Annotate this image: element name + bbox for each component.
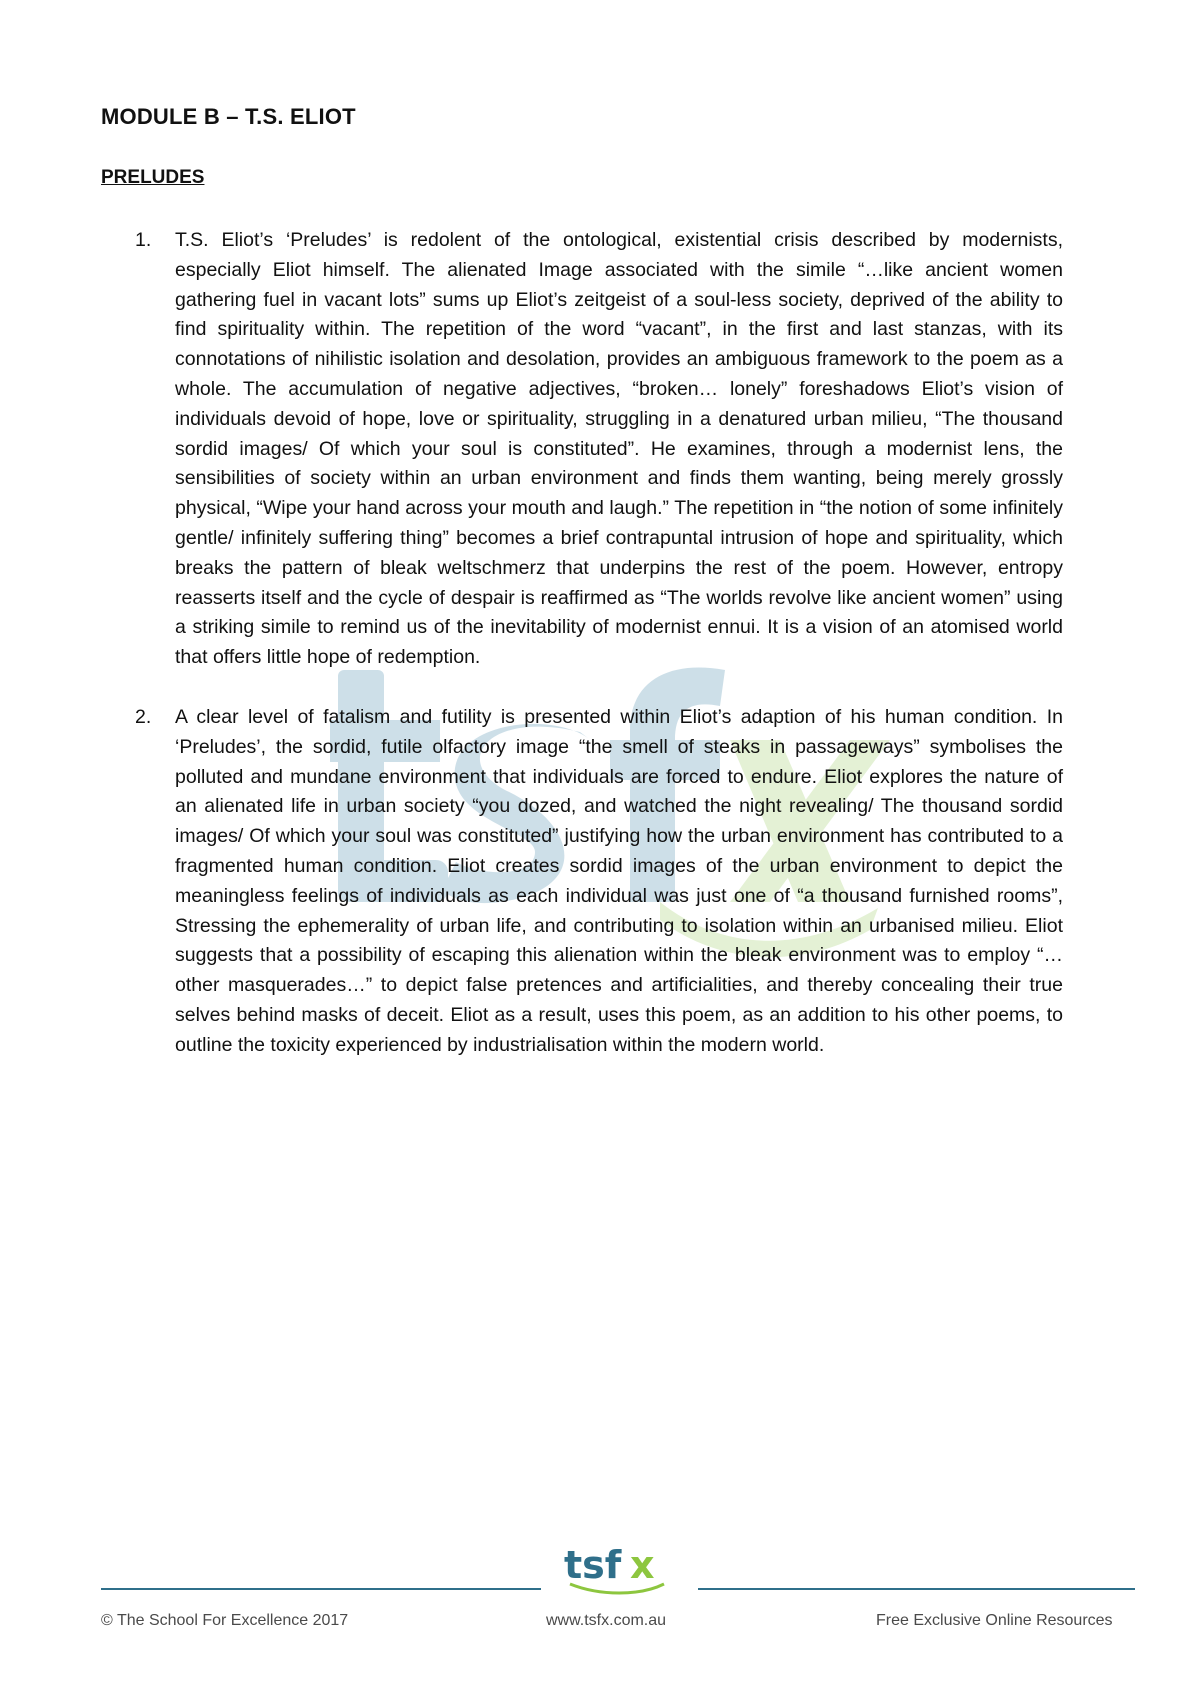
- list-item-paragraph: T.S. Eliot’s ‘Preludes’ is redolent of the ontological, existential crisis described by modernists, especially Eliot himself. The alienated Image associated with the simile “…like ancient women gathering fuel in vacant lots” sums up Eliot’s zeitgeist of a soul-less society, deprived of the ability to find spirituality within. The repetition of the word “vacant”, in the first and last stanzas, with its connotations of nihilistic isolation and desolation, provides an ambiguous framework to the poem as a whole. The accumulation of negative adjectives, “broken… lonely” foreshadows Eliot’s vision of individuals devoid of hope, love or spirituality, struggling in a denatured urban milieu, “The thousand sordid images/ Of which your soul is constituted”. He examines, through a modernist lens, the sensibilities of society within an urban environment and finds them wanting, being merely grossly physical, “Wipe your hand across your mouth and laugh.” The repetition in “the notion of some infinitely gentle/ infinitely suffering thing” becomes a brief contrapuntal intrusion of hope and spirituality, which breaks the pattern of bleak weltschmerz that underpins the rest of the poem. However, entropy reasserts itself and the cycle of despair is reaffirmed as “The worlds revolve like ancient women” using a striking simile to remind us of the inevitability of modernist ennui. It is a vision of an atomised world that offers little hope of redemption.: [175, 229, 1063, 669]
- logo-text-x: x: [630, 1543, 655, 1587]
- section-heading: PRELUDES: [101, 167, 205, 188]
- list-item: [135, 226, 1063, 673]
- footer-copyright: © The School For Excellence 2017: [101, 1612, 349, 1629]
- essay-list: [135, 226, 1063, 1091]
- footer-divider-left: [101, 1588, 541, 1590]
- list-item-number: 2.: [135, 705, 152, 728]
- logo-text-tsf: tsf: [564, 1543, 622, 1587]
- list-item-number: 1.: [135, 229, 152, 251]
- footer-website-link[interactable]: www.tsfx.com.au: [546, 1612, 667, 1629]
- list-item-paragraph: A clear level of fatalism and futility is presented within Eliot’s adaption of his human condition. In ‘Preludes’, the sordid, futile olfactory image “the smell of steaks in passageways” symbolises the polluted and mundane environment that individuals are forced to endure. Eliot explores the nature of an alienated life in urban society “you dozed, and watched the night revealing/ The thousand sordid images/ Of which your soul was constituted” justifying how the urban environment has contributed to a fragmented human condition. Eliot creates sordid images of the urban environment to depict the meaningless feelings of individuals as each individual was just one of “a thousand furnished rooms”, Stressing the ephemerality of urban life, and contributing to isolation within an urbanised milieu. Eliot suggests that a possibility of escaping this alienation within the bleak environment was to employ “…other masquerades…” to depict false pretences and artificialities, and thereby concealing their true selves behind masks of deceit. Eliot as a result, uses this poem, as an addition to his other poems, to outline the toxicity experienced by industrialisation within the modern world.: [175, 705, 1063, 1056]
- tsfx-logo: [560, 1538, 670, 1596]
- footer-tagline: Free Exclusive Online Resources: [876, 1612, 1113, 1629]
- list-item: [135, 703, 1063, 1061]
- footer-divider-right: [698, 1588, 1135, 1590]
- page-title: MODULE B – T.S. ELIOT: [101, 104, 356, 129]
